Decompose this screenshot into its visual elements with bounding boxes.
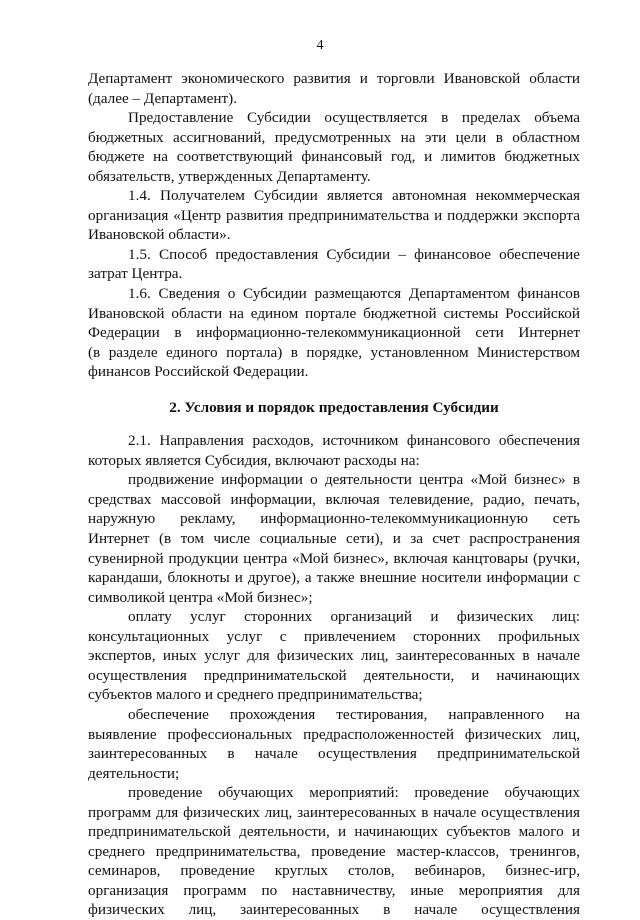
text-line: бюджете на соответствующий финансовый год, и лимитов бюджетных (88, 148, 580, 166)
section-heading: 2. Условия и порядок предоставления Субсидии (169, 398, 499, 416)
text-line: (далее – Департамент). (88, 89, 237, 107)
text-line: организация программ по наставничеству, иные мероприятия для (88, 881, 580, 899)
text-line: 2.1. Направления расходов, источником финансового обеспечения (128, 432, 580, 450)
text-line: сувенирной продукции центра «Мой бизнес», включая канцтовары (ручки, (88, 549, 580, 567)
text-line: Ивановской области на едином портале бюджетной системы Российской (88, 304, 580, 322)
text-line: обеспечение прохождения тестирования, направленного на (128, 705, 580, 723)
text-line: 1.6. Сведения о Субсидии размещаются Департаментом финансов (128, 285, 580, 303)
text-line: бюджетных ассигнований, предусмотренных на эти цели в областном (88, 128, 580, 146)
text-line: Интернет (в том числе социальные сети), и за счет распространения (88, 530, 580, 548)
text-line: символикой центра «Мой бизнес»; (88, 588, 313, 606)
text-line: оплату услуг сторонних организаций и физических лиц: (128, 608, 580, 626)
text-line: консультационных услуг с привлечением сторонних профильных (88, 627, 580, 645)
text-line: предпринимательской деятельности, и начинающих субъектов малого и (88, 823, 580, 841)
page-number: 4 (316, 38, 324, 53)
text-line: карандаши, блокноты и другое), а также внешние носители информации с (88, 569, 580, 587)
text-line: Федерации в информационно-телекоммуникационной сети Интернет (88, 324, 580, 342)
text-line: осуществления предпринимательской деятельности, и начинающих (88, 666, 580, 684)
text-line: среднего предпринимательства, проведение мастер-классов, тренингов, (88, 842, 580, 860)
text-line: (в разделе единого портала) в порядке, установленном Министерством (88, 343, 580, 361)
text-line: деятельности; (88, 764, 180, 782)
text-line: семинаров, проведение круглых столов, вебинаров, бизнес-игр, (88, 862, 580, 880)
text-line: программ для физических лиц, заинтересованных в начале осуществления (88, 803, 580, 821)
document-body (88, 69, 580, 920)
text-line: Департамент экономического развития и торговли Ивановской области (88, 70, 580, 87)
text-line: заинтересованных в начале осуществления предпринимательской (88, 745, 580, 763)
text-line: организация «Центр развития предпринимательства и поддержки экспорта (88, 206, 580, 224)
text-line: финансов Российской Федерации. (88, 363, 309, 381)
text-line: наружную рекламу, информационно-телекоммуникационную сеть (88, 510, 580, 528)
text-line: Предоставление Субсидии осуществляется в пределах объема (128, 109, 580, 127)
text-line: средствах массовой информации, включая телевидение, радио, печать, (88, 490, 580, 508)
text-line: выявление профессиональных предрасположенностей физических лиц, (88, 725, 580, 743)
text-line: физических лиц, заинтересованных в начале осуществления (88, 901, 580, 919)
text-line: проведение обучающих мероприятий: проведение обучающих (128, 784, 580, 802)
text-line: которых является Субсидия, включают расходы на: (88, 451, 420, 469)
text-line: экспертов, иных услуг для физических лиц, заинтересованных в начале (88, 647, 580, 665)
text-line: Ивановской области». (88, 226, 231, 244)
text-line: 1.5. Способ предоставления Субсидии – финансовое обеспечение (128, 245, 580, 263)
text-line: субъектов малого и среднего предпринимательства; (88, 686, 423, 704)
text-line: 1.4. Получателем Субсидии является автономная некоммерческая (128, 187, 580, 205)
text-line: продвижение информации о деятельности центра «Мой бизнес» в (128, 471, 580, 489)
text-line: затрат Центра. (88, 265, 183, 283)
text-line: обязательств, утвержденных Департаменту. (88, 167, 371, 185)
